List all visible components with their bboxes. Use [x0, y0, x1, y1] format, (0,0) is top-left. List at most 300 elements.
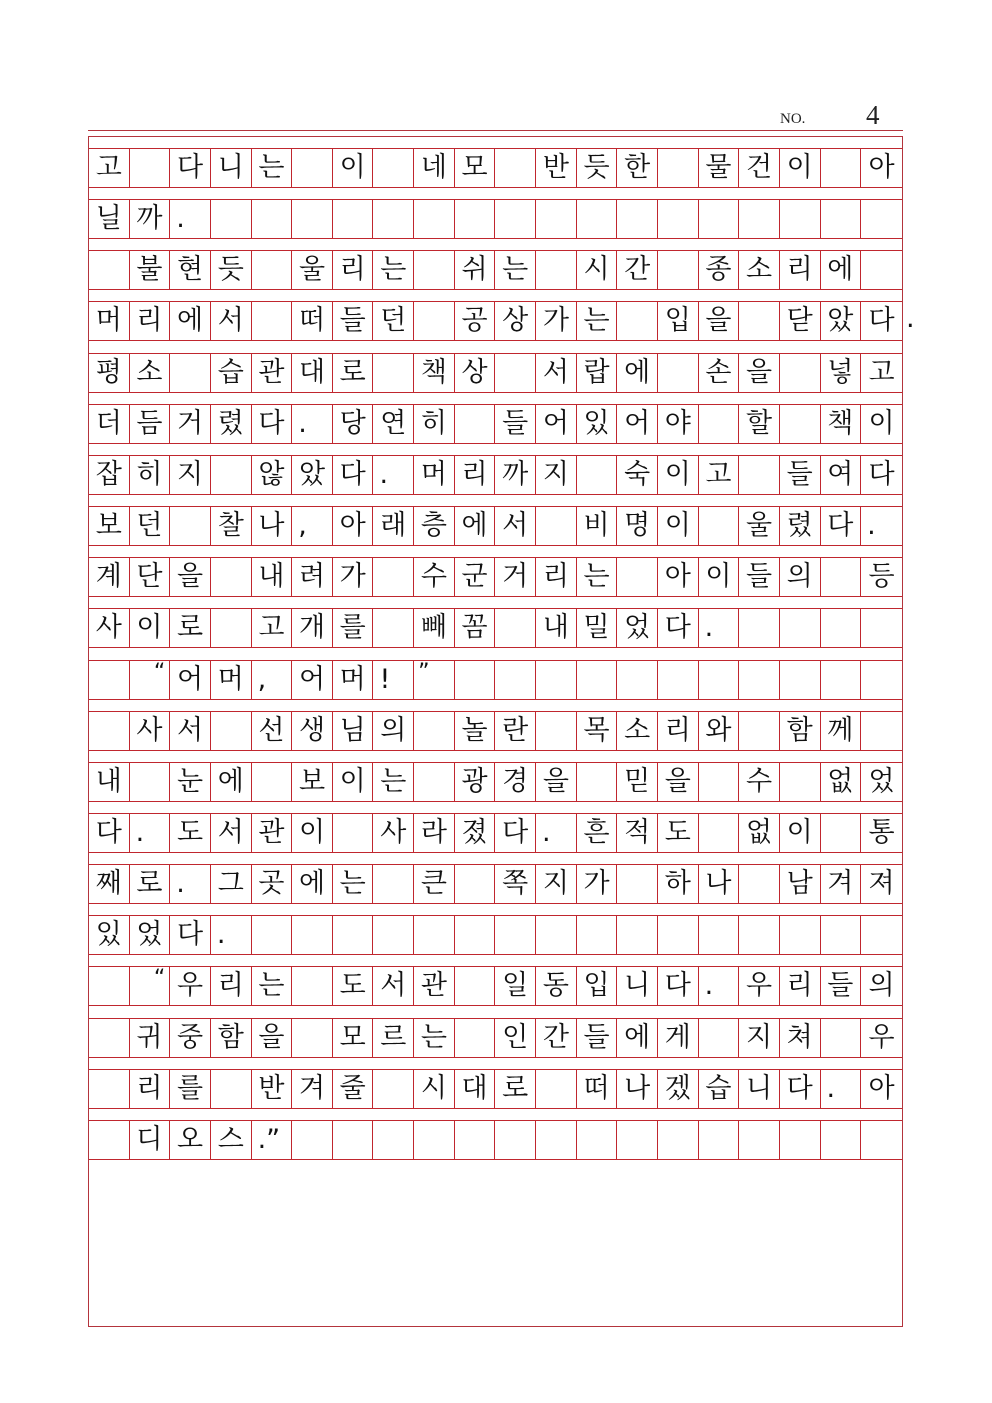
grid-cell: 닐: [89, 200, 130, 238]
grid-cell: [658, 916, 699, 954]
grid-cell: 다: [170, 916, 211, 954]
grid-cell: [658, 251, 699, 289]
grid-cell: 공: [455, 302, 496, 340]
grid-row: [89, 506, 902, 546]
grid-cell: [455, 916, 496, 954]
grid-cell: 머: [333, 661, 374, 699]
grid-cell: 입: [658, 302, 699, 340]
grid-cell: 빼: [414, 609, 455, 647]
header-rule: [88, 130, 903, 131]
grid-cell: [536, 1121, 577, 1159]
grid-cell: 다: [252, 405, 293, 443]
grid-cell: .: [699, 609, 740, 647]
grid-cell: [739, 302, 780, 340]
grid-cell: 책: [821, 405, 862, 443]
grid-cell: 울: [739, 507, 780, 545]
grid-cell: [89, 1070, 130, 1108]
grid-cell: 시: [414, 1070, 455, 1108]
grid-cell: 는: [373, 763, 414, 801]
grid-cell: .: [130, 814, 171, 852]
grid-cell: 소: [130, 354, 171, 392]
grid-cell: 에: [170, 302, 211, 340]
grid-cell: 을: [536, 763, 577, 801]
grid-cell: “: [130, 661, 171, 699]
grid-cell: [292, 200, 333, 238]
grid-cell: 상: [455, 354, 496, 392]
grid-cell: [780, 354, 821, 392]
grid-cell: 관: [414, 967, 455, 1005]
grid-cell: 평: [89, 354, 130, 392]
grid-cell: [414, 712, 455, 750]
grid-cell: 숙: [617, 456, 658, 494]
grid-cell: 수: [739, 763, 780, 801]
grid-cell: 이: [130, 609, 171, 647]
grid-cell: 도: [170, 814, 211, 852]
grid-cell: [699, 763, 740, 801]
grid-cell: 다: [868, 305, 895, 337]
grid-cell: [577, 1121, 618, 1159]
grid-cell: 이: [658, 456, 699, 494]
grid-cell: 니: [617, 967, 658, 1005]
grid-cell: [455, 967, 496, 1005]
grid-cell: 는: [577, 558, 618, 596]
grid-cell: 놀: [455, 712, 496, 750]
grid-cell: 내: [252, 558, 293, 596]
grid-cell: [821, 200, 862, 238]
grid-cell: 리: [780, 251, 821, 289]
grid-cell: 고: [868, 356, 895, 388]
grid-cell: [739, 456, 780, 494]
grid-cell: 았: [292, 456, 333, 494]
grid-cell: [617, 1121, 658, 1159]
grid-cell: [577, 456, 618, 494]
grid-cell: [617, 661, 658, 699]
grid-cell: 도: [658, 814, 699, 852]
grid-cell: 남: [780, 865, 821, 903]
grid-cell: [739, 712, 780, 750]
grid-cell: 지: [170, 456, 211, 494]
grid-cell: [252, 302, 293, 340]
grid-cell: 머: [414, 456, 455, 494]
grid-cell: 습: [699, 1070, 740, 1108]
grid-cell: [373, 865, 414, 903]
grid-cell: [373, 354, 414, 392]
grid-cell: 수: [414, 558, 455, 596]
grid-cell: [780, 200, 821, 238]
manuscript-grid: [88, 136, 903, 1327]
grid-cell: 있: [89, 916, 130, 954]
grid-cell: 다: [170, 149, 211, 187]
grid-cell: [495, 149, 536, 187]
grid-cell: 리: [455, 456, 496, 494]
grid-cell: 손: [699, 354, 740, 392]
grid-cell: 리: [780, 967, 821, 1005]
grid-cell: [739, 200, 780, 238]
grid-cell: 잡: [89, 456, 130, 494]
grid-cell: 할: [739, 405, 780, 443]
grid-cell: 와: [699, 712, 740, 750]
grid-cell: 에: [617, 1019, 658, 1057]
grid-cell: [373, 916, 414, 954]
grid-cell: 다: [658, 609, 699, 647]
grid-cell: 어: [170, 661, 211, 699]
grid-cell: [373, 609, 414, 647]
grid-cell: [821, 1121, 862, 1159]
grid-cell: 서: [211, 302, 252, 340]
grid-cell: 인: [495, 1019, 536, 1057]
grid-cell: 반: [536, 149, 577, 187]
grid-cell: 는: [577, 302, 618, 340]
grid-cell: 광: [455, 763, 496, 801]
grid-cell: [739, 609, 780, 647]
grid-cell: 거: [495, 558, 536, 596]
grid-cell: 모: [333, 1019, 374, 1057]
grid-cell: 있: [577, 405, 618, 443]
grid-cell: 내: [536, 609, 577, 647]
grid-cell: 고: [699, 456, 740, 494]
grid-cell: 로: [495, 1070, 536, 1108]
grid-cell: 는: [495, 251, 536, 289]
grid-cell: 건: [739, 149, 780, 187]
grid-cell: [414, 916, 455, 954]
grid-cell: 들: [577, 1019, 618, 1057]
grid-cell: 나: [617, 1070, 658, 1108]
grid-row: [89, 301, 902, 341]
grid-cell: 다: [658, 967, 699, 1005]
grid-cell: 께: [821, 712, 862, 750]
grid-cell: 이: [333, 149, 374, 187]
grid-cell: [577, 916, 618, 954]
grid-cell: 어: [617, 405, 658, 443]
grid-cell: 반: [252, 1070, 293, 1108]
grid-cell: 듬: [130, 405, 171, 443]
grid-cell: 거: [170, 405, 211, 443]
grid-cell: [699, 1019, 740, 1057]
grid-cell: [170, 354, 211, 392]
grid-cell: [292, 1121, 333, 1159]
grid-cell: 이: [868, 407, 895, 439]
grid-cell: [211, 609, 252, 647]
grid-cell: 는: [252, 149, 293, 187]
grid-cell: 로: [333, 354, 374, 392]
grid-cell: 리: [211, 967, 252, 1005]
grid-cell: 니: [739, 1070, 780, 1108]
grid-cell: [658, 661, 699, 699]
grid-cell: 나: [252, 507, 293, 545]
grid-cell: !: [373, 661, 414, 699]
grid-cell: [211, 200, 252, 238]
grid-cell: [414, 302, 455, 340]
grid-cell: [821, 609, 862, 647]
grid-cell: 의: [868, 970, 895, 1002]
grid-cell: 떠: [577, 1070, 618, 1108]
grid-cell: 대: [455, 1070, 496, 1108]
grid-cell: 까: [495, 456, 536, 494]
grid-cell: 란: [495, 712, 536, 750]
grid-cell: 리: [658, 712, 699, 750]
grid-cell: [617, 916, 658, 954]
grid-cell: 니: [211, 149, 252, 187]
grid-cell: 떠: [292, 302, 333, 340]
grid-cell: 져: [868, 868, 895, 900]
grid-cell: 불: [130, 251, 171, 289]
grid-cell: 에: [455, 507, 496, 545]
grid-cell: [333, 916, 374, 954]
grid-row: [89, 353, 902, 393]
grid-cell: [861, 251, 902, 289]
grid-cell: [89, 1121, 130, 1159]
grid-cell: [577, 200, 618, 238]
grid-cell: [699, 661, 740, 699]
grid-cell: [658, 149, 699, 187]
page-number-value: 4: [866, 100, 880, 130]
grid-cell: .: [699, 967, 740, 1005]
grid-cell: 다: [780, 1070, 821, 1108]
grid-cell: 찰: [211, 507, 252, 545]
grid-cell: 을: [252, 1019, 293, 1057]
grid-cell: 이: [333, 763, 374, 801]
grid-cell: [536, 1070, 577, 1108]
grid-cell: 가: [333, 558, 374, 596]
grid-cell: [699, 507, 740, 545]
grid-cell: [333, 200, 374, 238]
grid-cell: [699, 200, 740, 238]
grid-cell: 넣: [821, 354, 862, 392]
grid-cell: 다: [333, 456, 374, 494]
grid-cell: 리: [130, 302, 171, 340]
grid-row: [89, 1069, 902, 1109]
grid-cell: [373, 558, 414, 596]
grid-cell: 던: [373, 302, 414, 340]
grid-cell: 머: [89, 302, 130, 340]
grid-cell: [780, 609, 821, 647]
grid-cell: 책: [414, 354, 455, 392]
grid-cell: 내: [89, 763, 130, 801]
grid-cell: .: [536, 814, 577, 852]
grid-cell: 에: [292, 865, 333, 903]
grid-cell: [211, 558, 252, 596]
grid-cell: 물: [699, 149, 740, 187]
grid-cell: [821, 1019, 862, 1057]
grid-cell: 보: [292, 763, 333, 801]
grid-cell: 는: [333, 865, 374, 903]
grid-cell: 째: [89, 865, 130, 903]
grid-cell: 상: [495, 302, 536, 340]
grid-cell: 아: [333, 507, 374, 545]
grid-cell: 리: [130, 1070, 171, 1108]
grid-cell: 시: [577, 251, 618, 289]
grid-cell: 로: [130, 865, 171, 903]
grid-cell: 경: [495, 763, 536, 801]
grid-cell: 가: [577, 865, 618, 903]
grid-cell: 밀: [577, 609, 618, 647]
grid-cell: 그: [211, 865, 252, 903]
grid-cell: 우: [739, 967, 780, 1005]
grid-cell: 어: [292, 661, 333, 699]
grid-cell: 함: [211, 1019, 252, 1057]
grid-cell: 이: [780, 149, 821, 187]
grid-cell: 어: [536, 405, 577, 443]
grid-row: [89, 1120, 902, 1160]
grid-cell: 머: [211, 661, 252, 699]
grid-cell: [658, 354, 699, 392]
grid-cell: [536, 712, 577, 750]
grid-cell: 을: [699, 302, 740, 340]
grid-cell: 간: [617, 251, 658, 289]
grid-cell: 겨: [821, 865, 862, 903]
grid-cell: [861, 661, 902, 699]
grid-cell: 오: [170, 1121, 211, 1159]
grid-cell: 서: [170, 712, 211, 750]
grid-cell: [373, 1070, 414, 1108]
grid-cell: [333, 814, 374, 852]
grid-cell: 다: [89, 814, 130, 852]
grid-cell: 쉬: [455, 251, 496, 289]
grid-cell: 들: [495, 405, 536, 443]
grid-cell: ,: [292, 507, 333, 545]
grid-cell: 눈: [170, 763, 211, 801]
grid-cell: 보: [89, 507, 130, 545]
grid-cell: 를: [170, 1070, 211, 1108]
grid-cell: 현: [170, 251, 211, 289]
grid-cell: 이: [658, 507, 699, 545]
grid-cell: [861, 916, 902, 954]
grid-cell: [780, 661, 821, 699]
grid-cell: [536, 200, 577, 238]
grid-cell: 이: [699, 558, 740, 596]
grid-cell: [821, 558, 862, 596]
grid-cell: 의: [780, 558, 821, 596]
grid-cell: [252, 763, 293, 801]
grid-cell: 었: [130, 916, 171, 954]
grid-cell: [780, 763, 821, 801]
grid-row: [89, 660, 902, 700]
grid-cell: 들: [821, 967, 862, 1005]
grid-cell: 디: [130, 1121, 171, 1159]
grid-cell: 단: [130, 558, 171, 596]
grid-cell: 우: [868, 1021, 895, 1053]
grid-cell: [455, 865, 496, 903]
grid-cell: [170, 507, 211, 545]
grid-cell: [617, 865, 658, 903]
grid-cell: 한: [617, 149, 658, 187]
grid-cell: 려: [292, 558, 333, 596]
grid-cell: [821, 661, 862, 699]
grid-cell: 귀: [130, 1019, 171, 1057]
page-number-block: [780, 100, 890, 130]
grid-cell: 서: [495, 507, 536, 545]
grid-cell: 닫: [780, 302, 821, 340]
grid-row: [89, 557, 902, 597]
grid-cell: [495, 661, 536, 699]
grid-row: [89, 455, 902, 495]
grid-cell: 에: [211, 763, 252, 801]
grid-cell: [577, 661, 618, 699]
grid-cell: 명: [617, 507, 658, 545]
grid-row: [89, 813, 902, 853]
grid-cell: [699, 1121, 740, 1159]
grid-cell: [617, 558, 658, 596]
grid-cell: 큰: [414, 865, 455, 903]
grid-cell: 소: [739, 251, 780, 289]
grid-cell: 졌: [455, 814, 496, 852]
grid-cell: 듯: [577, 149, 618, 187]
grid-cell: [455, 1121, 496, 1159]
grid-cell: [252, 200, 293, 238]
grid-cell: 르: [373, 1019, 414, 1057]
grid-cell: 리: [536, 558, 577, 596]
grid-cell: [495, 200, 536, 238]
grid-cell: 야: [658, 405, 699, 443]
grid-cell: 고: [89, 149, 130, 187]
grid-cell: [739, 1121, 780, 1159]
grid-cell: [821, 814, 862, 852]
grid-cell: 계: [89, 558, 130, 596]
grid-cell: 모: [455, 149, 496, 187]
grid-cell: 지: [739, 1019, 780, 1057]
grid-cell: [739, 661, 780, 699]
grid-cell: 님: [333, 712, 374, 750]
grid-cell: [699, 916, 740, 954]
grid-cell: [821, 916, 862, 954]
grid-cell: .: [170, 200, 211, 238]
grid-cell: [292, 149, 333, 187]
grid-cell: 었: [617, 609, 658, 647]
grid-cell: 에: [617, 354, 658, 392]
overflow-punctuation: .: [906, 303, 915, 335]
grid-cell: 는: [252, 967, 293, 1005]
grid-cell: 네: [414, 149, 455, 187]
grid-cell: [292, 1019, 333, 1057]
grid-cell: [577, 763, 618, 801]
grid-cell: 간: [536, 1019, 577, 1057]
grid-cell: 함: [780, 712, 821, 750]
grid-cell: 는: [373, 251, 414, 289]
grid-cell: [211, 712, 252, 750]
grid-cell: 들: [739, 558, 780, 596]
grid-cell: 당: [333, 405, 374, 443]
grid-cell: 아: [868, 152, 895, 183]
grid-cell: 다: [868, 458, 895, 490]
grid-cell: 을: [739, 354, 780, 392]
grid-cell: 들: [333, 302, 374, 340]
grid-cell: [861, 609, 902, 647]
grid-cell: [536, 251, 577, 289]
grid-cell: 렸: [780, 507, 821, 545]
grid-cell: 이: [292, 814, 333, 852]
grid-cell: 입: [577, 967, 618, 1005]
grid-cell: [89, 251, 130, 289]
grid-cell: 흔: [577, 814, 618, 852]
grid-cell: [130, 149, 171, 187]
grid-cell: [617, 200, 658, 238]
grid-cell: .”: [252, 1121, 293, 1159]
grid-cell: 않: [252, 456, 293, 494]
grid-cell: 아: [868, 1072, 895, 1104]
grid-cell: “: [130, 967, 171, 1005]
grid-cell: [617, 302, 658, 340]
grid-cell: 여: [821, 456, 862, 494]
grid-cell: 히: [130, 456, 171, 494]
grid-cell: .: [211, 916, 252, 954]
grid-cell: .: [821, 1070, 862, 1108]
grid-cell: [536, 507, 577, 545]
grid-cell: 비: [577, 507, 618, 545]
grid-cell: .: [373, 456, 414, 494]
grid-cell: [414, 763, 455, 801]
grid-row: [89, 250, 902, 290]
grid-cell: [292, 916, 333, 954]
